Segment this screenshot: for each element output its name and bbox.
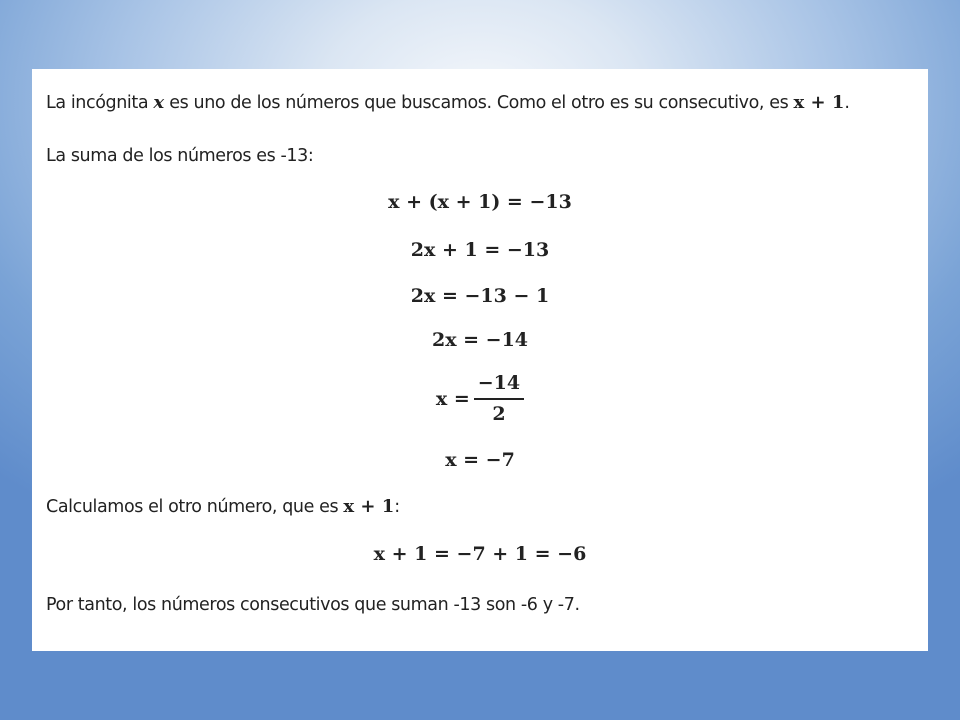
calc-text: Calculamos el otro número, que es [46,497,339,517]
equation-5-fraction [32,371,928,426]
equation-4: 2x = −14 [431,329,529,351]
equation-2: 2x + 1 = −13 [410,239,550,261]
equation-5-lhs: x = [435,387,470,410]
intro-text-middle: es uno de los números que buscamos. Como el otro es su consecutivo, es [169,93,789,113]
equation-3: 2x = −13 − 1 [410,285,550,307]
calc-statement [46,495,400,519]
calc-colon: : [394,497,400,517]
equation-6: x = −7 [445,449,515,471]
equation-1: x + (x + 1) = −13 [388,191,572,213]
calc-expression: x + 1 [343,496,395,517]
intro-variable: x [153,92,165,113]
intro-expression: x + 1 [793,92,845,113]
fraction [474,371,524,426]
conclusion-statement: Por tanto, los números consecutivos que suman -13 son -6 y -7. [46,595,580,615]
fraction-denominator: 2 [492,403,506,425]
equation-7: x + 1 = −7 + 1 = −6 [373,543,587,565]
intro-period: . [844,93,850,113]
intro-paragraph [46,91,850,115]
intro-text-start: La incógnita [46,93,149,113]
sum-statement: La suma de los números es -13: [46,146,314,166]
fraction-numerator: −14 [474,371,524,400]
slide-panel [32,69,928,651]
